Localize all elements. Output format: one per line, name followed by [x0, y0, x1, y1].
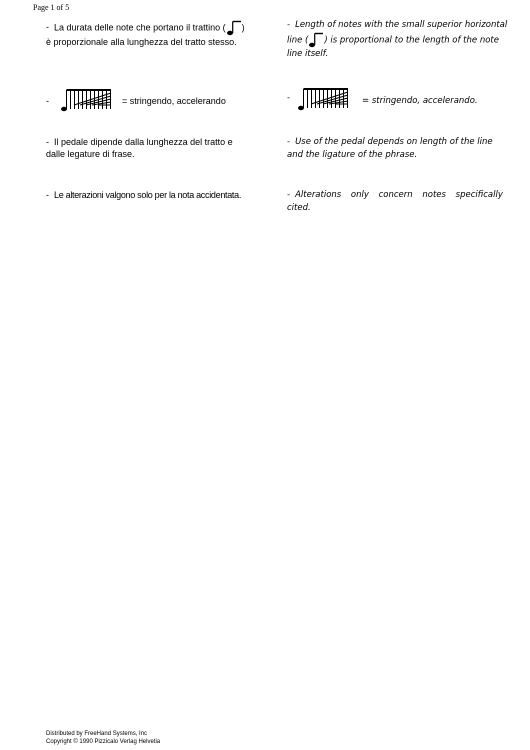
text: ) is proportional to the length of the note	[324, 35, 499, 46]
text: Le alterazioni valgono solo per la nota accidentata.	[54, 190, 242, 200]
dash: -	[287, 190, 291, 200]
note-with-horizontal-line-icon	[308, 32, 324, 48]
italian-paragraph-1	[46, 20, 261, 48]
text: = stringendo, accelerando.	[362, 96, 478, 106]
text: dalle legature di frase.	[46, 149, 135, 159]
text: line itself.	[287, 49, 329, 59]
dash: -	[287, 93, 291, 103]
dash: -	[46, 137, 49, 147]
text: Use of the pedal depends on length of the line	[295, 137, 493, 147]
english-paragraph-3	[287, 136, 502, 162]
dash: -	[46, 22, 49, 33]
text: La durata delle note che portano il trattino (	[54, 22, 226, 33]
dash: -	[287, 137, 291, 147]
copyright-line: Copyright © 1990 Pizzicalo Verlag Helvetia	[46, 739, 161, 745]
accelerando-beamed-notes-icon	[297, 86, 352, 112]
english-paragraph-4	[287, 189, 502, 215]
text: è proporzionale alla lunghezza del tratto stesso.	[46, 37, 237, 47]
text: = stringendo, accelerando	[122, 96, 226, 106]
text: )	[241, 22, 245, 33]
italian-paragraph-3	[46, 136, 261, 160]
text: Il pedale dipende dalla lunghezza del tratto e	[54, 137, 233, 147]
page-label: Page 1 of 5	[33, 3, 70, 12]
text: Alterations only concern notes specifically	[295, 190, 503, 200]
dash: -	[46, 190, 49, 200]
dash: -	[46, 96, 49, 106]
text: Length of notes with the small superior horizontal	[295, 20, 508, 30]
accelerando-beamed-notes-icon	[60, 87, 115, 113]
english-paragraph-2	[287, 86, 502, 112]
italian-paragraph-2	[46, 87, 261, 113]
text: cited.	[287, 203, 311, 213]
note-with-horizontal-line-icon	[226, 20, 242, 36]
text: line (	[287, 35, 309, 46]
distributor-line: Distributed by FreeHand Systems, Inc	[46, 731, 148, 737]
text: and the ligature of the phrase.	[287, 150, 418, 160]
english-paragraph-1	[287, 19, 508, 61]
dash: -	[287, 20, 291, 30]
footer	[46, 730, 160, 746]
italian-paragraph-4	[46, 189, 261, 201]
